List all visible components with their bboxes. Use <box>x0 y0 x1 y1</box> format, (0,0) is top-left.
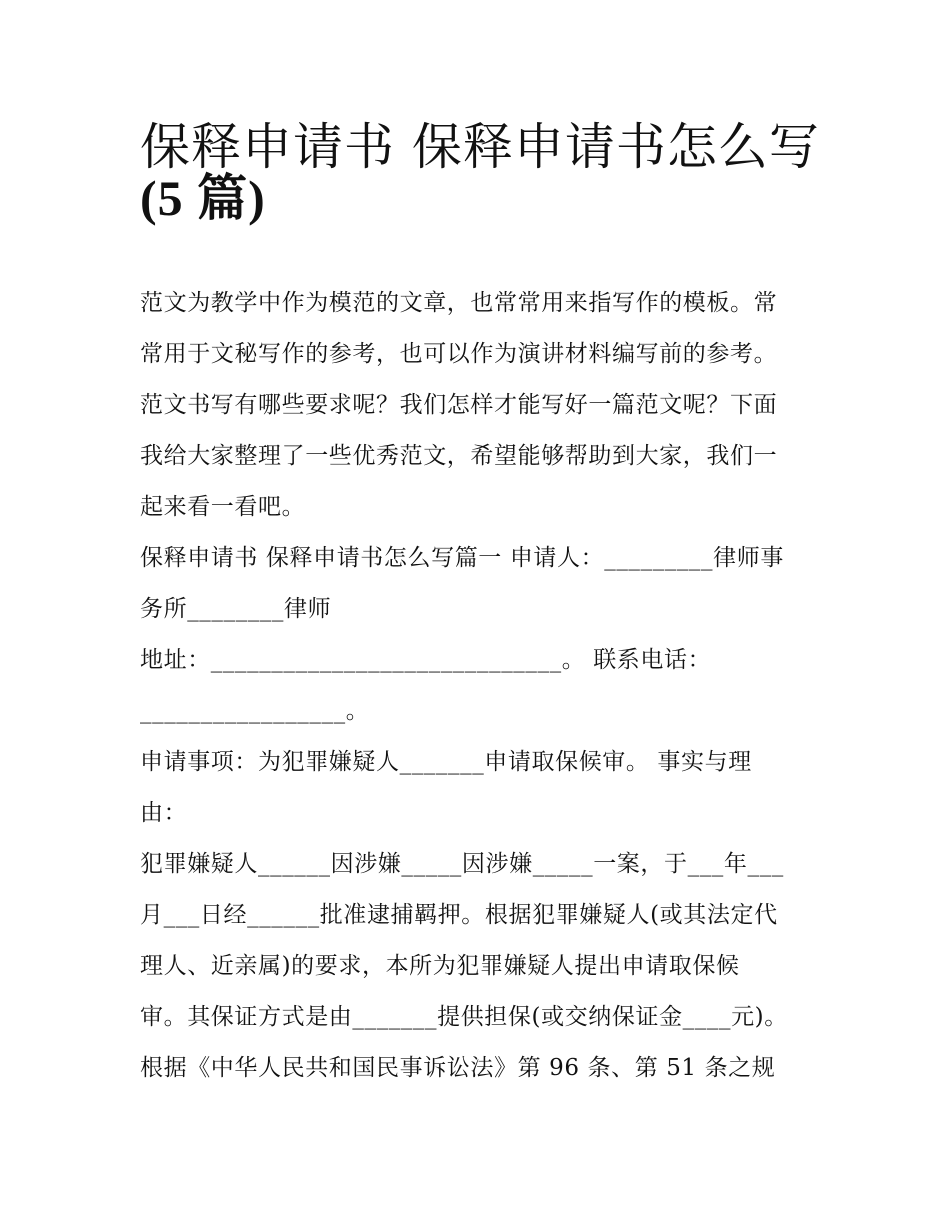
document-title <box>140 108 830 226</box>
title-line-1: 保释申请书 保释申请书怎么写 <box>140 118 820 176</box>
paragraph-line: 范文为教学中作为模范的文章，也常常用来指写作的模板。常 <box>140 290 778 316</box>
paragraph-line: 审。其保证方式是由_______提供担保(或交纳保证金____元)。 <box>140 1004 788 1030</box>
paragraph-line: 范文书写有哪些要求呢？我们怎样才能写好一篇范文呢？下面 <box>140 392 778 418</box>
title-line-2: (5 篇) <box>140 170 266 226</box>
paragraph-line: 保释申请书 保释申请书怎么写篇一 申请人：_________律师事 <box>140 545 784 571</box>
paragraph-line: 月___日经______批准逮捕羁押。根据犯罪嫌疑人(或其法定代 <box>140 902 778 928</box>
paragraph-line: 理人、近亲属)的要求，本所为犯罪嫌疑人提出申请取保候 <box>140 953 740 979</box>
paragraph-line: 地址：_____________________________。 联系电话： <box>140 647 712 673</box>
paragraph-line: 申请事项：为犯罪嫌疑人_______申请取保候审。 事实与理 <box>140 749 752 775</box>
paragraph-line: 根据《中华人民共和国民事诉讼法》第 96 条、第 51 条之规 <box>140 1055 776 1081</box>
paragraph-line: 常用于文秘写作的参考，也可以作为演讲材料编写前的参考。 <box>140 341 778 367</box>
paragraph-line: 务所________律师 <box>140 596 332 622</box>
paragraph-line: 起来看一看吧。 <box>140 494 306 520</box>
paragraph-line: 我给大家整理了一些优秀范文，希望能够帮助到大家，我们一 <box>140 443 778 469</box>
paragraph-line: 犯罪嫌疑人______因涉嫌_____因涉嫌_____一案，于___年___ <box>140 851 784 877</box>
document-body <box>140 278 830 1094</box>
paragraph-line: 由： <box>140 800 188 826</box>
paragraph-line: _________________。 <box>140 698 370 724</box>
